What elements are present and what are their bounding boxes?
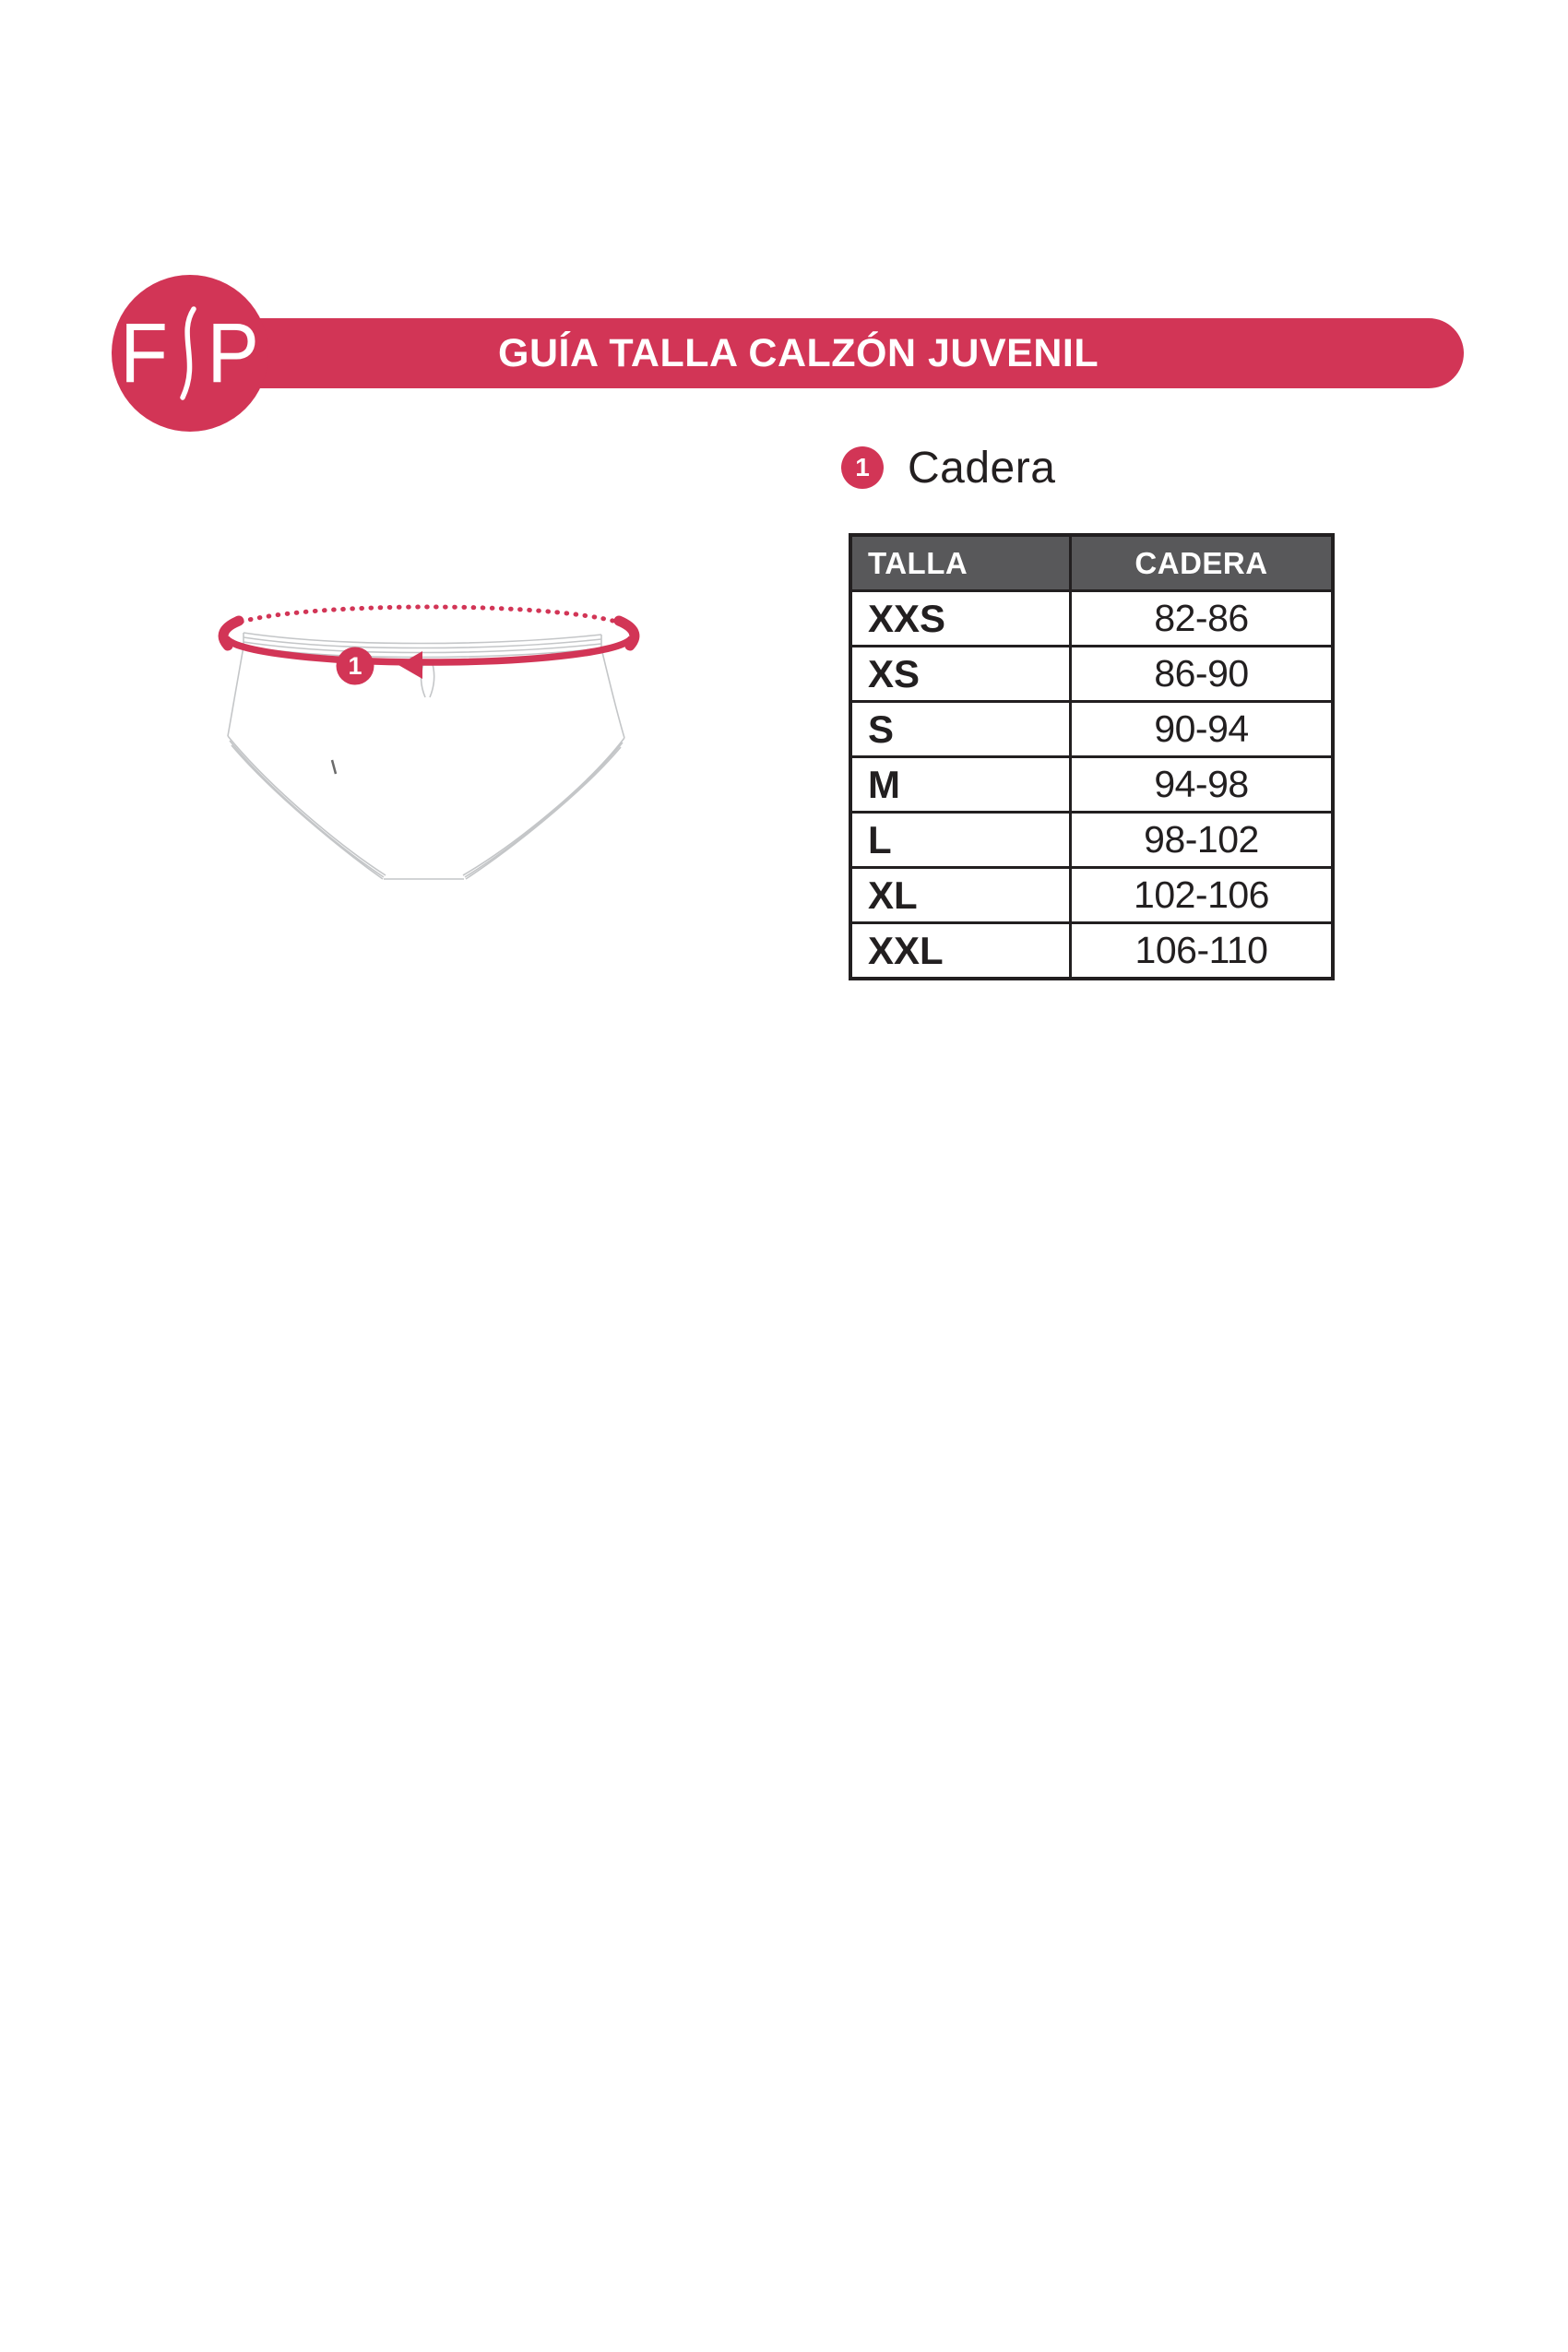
table-row [852,645,1331,700]
size-cell: L [852,814,1072,866]
tape-solid-front-arc [226,636,632,662]
panty-diagram [184,572,664,885]
table-header-row [852,537,1331,589]
logo-letter-p: P [207,306,260,400]
seam-tick [332,760,336,774]
page-title: GUÍA TALLA CALZÓN JUVENIL [498,331,1099,375]
range-cell: 82-86 [1154,597,1249,639]
brand-logo [112,275,268,432]
table-row [852,921,1331,977]
cadera-header-cell: CADERA [1134,545,1268,580]
talla-header-cell: TALLA [852,537,1072,589]
measure-label: Cadera [908,443,1056,493]
table-row [852,755,1331,811]
size-table [849,533,1335,980]
measure-marker-badge [841,446,884,489]
diagram-marker-number: 1 [348,652,362,680]
size-cell: XL [852,869,1072,921]
logo-letter-f: F [120,306,169,400]
range-cell: 102-106 [1134,873,1269,916]
measure-legend [841,443,1056,493]
measure-marker-number: 1 [855,453,870,481]
tape-arrow-left-icon [398,651,422,679]
title-banner [190,318,1464,388]
range-cell: 90-94 [1154,707,1249,750]
range-cell: 98-102 [1144,818,1259,861]
table-row [852,811,1331,866]
tape-dotted-back-arc [226,607,632,631]
size-cell: S [852,703,1072,755]
size-cell: M [852,758,1072,811]
size-cell: XS [852,647,1072,700]
range-cell: 106-110 [1134,929,1268,971]
logo-squiggle-icon [174,305,200,401]
range-cell: 86-90 [1154,652,1249,695]
table-row [852,700,1331,755]
range-cell: 94-98 [1154,763,1249,805]
panty-outline [228,633,624,879]
table-row [852,589,1331,645]
diagram-marker-badge [337,647,374,685]
size-cell: XXS [852,592,1072,645]
size-cell: XXL [852,924,1072,977]
table-row [852,866,1331,921]
